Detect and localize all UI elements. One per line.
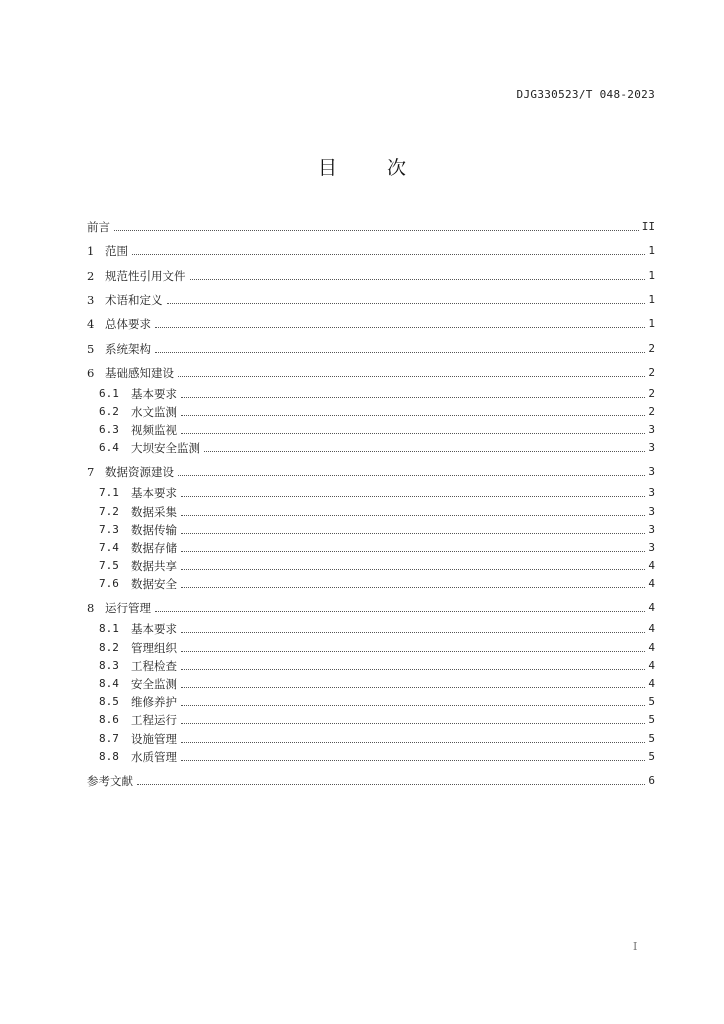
toc-entry-page: 1 <box>648 244 655 258</box>
toc-entry-label: 安全监测 <box>131 677 177 691</box>
toc-entry[interactable] <box>99 730 655 748</box>
toc-dot-leader <box>181 723 645 724</box>
toc-entry[interactable] <box>99 693 655 711</box>
toc-entry-label: 基本要求 <box>131 386 177 401</box>
toc-dot-leader <box>155 327 645 328</box>
toc-entry-label: 数据资源建设 <box>105 465 174 480</box>
toc-entry-page: 3 <box>648 504 655 518</box>
toc-entry-label: 工程检查 <box>131 658 177 673</box>
toc-entry-number: 2 <box>87 268 95 283</box>
toc-entry[interactable] <box>99 557 655 575</box>
toc-entry[interactable] <box>99 521 655 539</box>
toc-entry[interactable] <box>87 340 655 358</box>
toc-entry-label: 数据安全 <box>131 577 177 592</box>
toc-entry-label: 水质管理 <box>131 749 177 764</box>
toc-entry-page: 1 <box>648 292 655 306</box>
toc-entry-number: 6 <box>87 365 95 380</box>
toc-entry-page: 4 <box>648 640 655 654</box>
toc-entry-page: 4 <box>648 622 655 636</box>
toc-entry-label: 前言 <box>87 220 110 234</box>
toc-dot-leader <box>181 651 645 652</box>
toc-dot-leader <box>181 742 645 743</box>
page-title: 目 次 <box>317 157 429 179</box>
toc-entry-number: 8.2 <box>99 640 119 654</box>
toc-entry[interactable] <box>99 748 655 766</box>
toc-entry-page: 5 <box>648 749 655 763</box>
toc-entry-page: 4 <box>648 677 655 690</box>
toc-entry-number: 1 <box>87 244 95 259</box>
page-number: I <box>633 940 638 953</box>
toc-entry-number: 6.3 <box>99 423 119 437</box>
toc-dot-leader <box>167 303 646 304</box>
toc-entry-label: 工程运行 <box>131 713 177 728</box>
toc-dot-leader <box>181 705 645 706</box>
toc-entry-page: II <box>641 220 655 233</box>
document-code: DJG330523/T 048-2023 <box>516 88 655 101</box>
toc-dot-leader <box>181 669 645 670</box>
toc-entry-number: 8.6 <box>99 713 119 727</box>
toc-entry-label: 术语和定义 <box>105 292 163 307</box>
toc-entry-label: 管理组织 <box>131 640 177 655</box>
toc-entry[interactable] <box>99 575 655 593</box>
toc-entry-page: 3 <box>648 465 655 479</box>
toc-entry-label: 数据采集 <box>131 504 177 519</box>
toc-entry-page: 1 <box>648 317 655 331</box>
toc-entry[interactable] <box>99 439 655 457</box>
toc-entry-label: 大坝安全监测 <box>131 441 200 456</box>
toc-entry-page: 2 <box>648 405 655 418</box>
toc-dot-leader <box>204 451 645 452</box>
toc-entry-label: 设施管理 <box>131 731 177 746</box>
toc-entry-number: 5 <box>87 341 95 356</box>
toc-entry-label: 运行管理 <box>105 601 151 616</box>
toc-dot-leader <box>181 551 645 552</box>
toc-dot-leader <box>181 515 645 516</box>
toc-entry-label: 维修养护 <box>131 695 177 710</box>
toc-entry[interactable] <box>87 218 655 236</box>
toc-entry-number: 8.8 <box>99 749 119 763</box>
toc-entry[interactable] <box>99 484 655 502</box>
toc-entry-label: 视频监视 <box>131 423 177 438</box>
toc-entry[interactable] <box>99 711 655 729</box>
toc-entry-number: 8 <box>87 601 95 616</box>
toc-entry[interactable] <box>87 242 655 260</box>
toc-entry-label: 水文监测 <box>131 405 177 419</box>
toc-entry-page: 4 <box>648 601 655 615</box>
toc-dot-leader <box>181 496 645 497</box>
toc-entry[interactable] <box>87 291 655 309</box>
toc-entry-label: 系统架构 <box>105 341 151 356</box>
toc-entry-page: 6 <box>648 773 655 787</box>
toc-entry[interactable] <box>87 267 655 285</box>
toc-dot-leader <box>181 415 645 416</box>
toc-entry[interactable] <box>87 315 655 333</box>
toc-entry-label: 数据传输 <box>131 522 177 537</box>
toc-entry-number: 7.1 <box>99 486 119 500</box>
toc-dot-leader <box>190 279 646 280</box>
toc-entry-page: 2 <box>648 365 655 379</box>
toc-entry-label: 数据共享 <box>131 559 177 574</box>
toc-entry-page: 4 <box>648 658 655 672</box>
toc-dot-leader <box>181 632 645 633</box>
toc-entry[interactable] <box>99 403 655 421</box>
toc-entry-page: 4 <box>648 577 655 591</box>
toc-entry-number: 8.5 <box>99 695 119 709</box>
toc-entry-number: 8.4 <box>99 677 119 690</box>
toc-entry-number: 8.3 <box>99 658 119 672</box>
toc-entry[interactable] <box>87 772 655 790</box>
toc-entry-label: 基本要求 <box>131 622 177 637</box>
toc-entry-number: 7.4 <box>99 541 119 554</box>
toc-entry[interactable] <box>99 385 655 403</box>
toc-entry-page: 5 <box>648 731 655 745</box>
toc-entry[interactable] <box>87 463 655 481</box>
toc-dot-leader <box>137 784 645 785</box>
toc-entry[interactable] <box>99 503 655 521</box>
toc-entry[interactable] <box>99 539 655 557</box>
toc-entry-page: 4 <box>648 559 655 573</box>
toc-entry-number: 8.1 <box>99 622 119 636</box>
toc-entry-number: 7.6 <box>99 577 119 591</box>
toc-entry-number: 7.2 <box>99 504 119 518</box>
toc-entry-label: 范围 <box>105 244 128 259</box>
toc-entry-number: 4 <box>87 317 95 332</box>
toc-entry-number: 6.4 <box>99 441 119 455</box>
toc-dot-leader <box>181 569 645 570</box>
toc-entry-label: 基本要求 <box>131 486 177 501</box>
toc-dot-leader <box>181 760 645 761</box>
toc-entry-label: 规范性引用文件 <box>105 268 186 283</box>
toc-entry-page: 2 <box>648 341 655 355</box>
toc-entry-label: 基础感知建设 <box>105 365 174 380</box>
toc-dot-leader <box>178 475 645 476</box>
toc-entry-page: 2 <box>648 386 655 400</box>
toc-entry-number: 3 <box>87 292 95 307</box>
toc-dot-leader <box>132 254 645 255</box>
toc-entry-label: 数据存储 <box>131 541 177 555</box>
toc-dot-leader <box>155 352 645 353</box>
toc-entry-label: 总体要求 <box>105 317 151 332</box>
toc-dot-leader <box>181 587 645 588</box>
toc-entry[interactable] <box>99 421 655 439</box>
toc-entry-page: 5 <box>648 695 655 709</box>
toc-entry-label: 参考文献 <box>87 773 133 788</box>
toc-entry[interactable] <box>99 620 655 638</box>
toc-dot-leader <box>181 397 645 398</box>
toc-entry-number: 7.5 <box>99 559 119 573</box>
toc-dot-leader <box>181 433 645 434</box>
toc-entry[interactable] <box>99 675 655 693</box>
toc-dot-leader <box>155 611 645 612</box>
toc-entry[interactable] <box>87 599 655 617</box>
toc-entry-number: 7 <box>87 465 95 480</box>
toc-entry-page: 5 <box>648 713 655 727</box>
toc-entry-page: 3 <box>648 541 655 554</box>
toc-entry-page: 3 <box>648 522 655 536</box>
toc-entry-page: 3 <box>648 486 655 500</box>
toc-entry-number: 6.2 <box>99 405 119 418</box>
toc-entry-number: 6.1 <box>99 386 119 400</box>
toc-dot-leader <box>114 230 639 231</box>
toc-dot-leader <box>181 533 645 534</box>
toc-entry[interactable] <box>87 364 655 382</box>
toc-dot-leader <box>178 376 645 377</box>
toc-dot-leader <box>181 687 645 688</box>
toc-entry[interactable] <box>99 639 655 657</box>
toc-entry-page: 3 <box>648 423 655 437</box>
toc-entry-page: 1 <box>648 268 655 282</box>
toc-entry-page: 3 <box>648 441 655 455</box>
toc-entry-number: 8.7 <box>99 731 119 745</box>
toc-entry[interactable] <box>99 657 655 675</box>
toc-entry-number: 7.3 <box>99 522 119 536</box>
